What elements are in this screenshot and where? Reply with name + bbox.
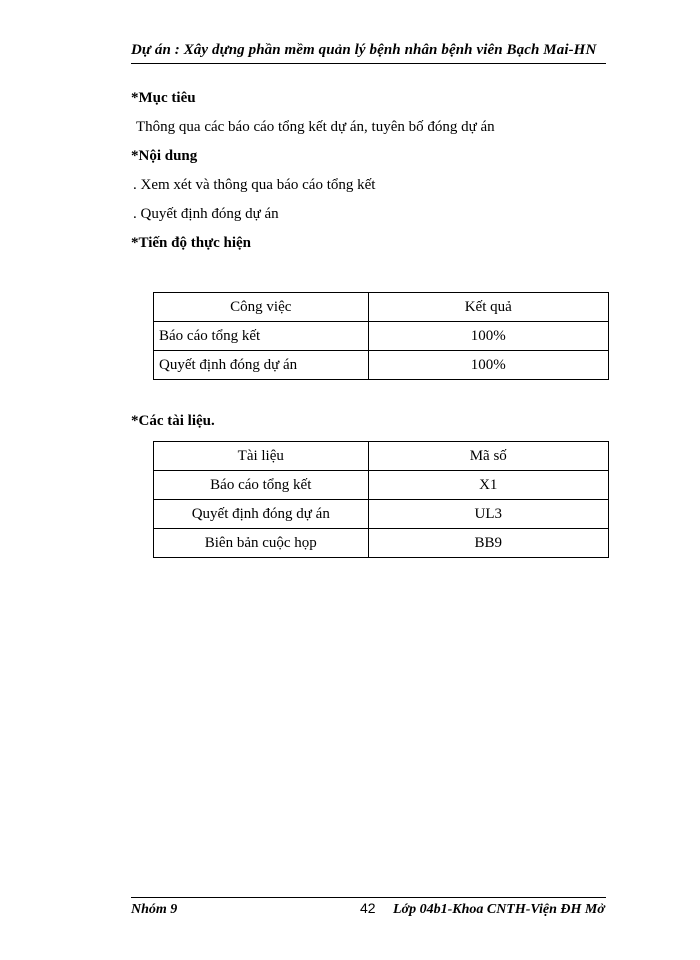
table-row (154, 529, 609, 558)
objective-heading: *Mục tiêu (131, 90, 196, 106)
table-cell: 100% (368, 351, 608, 380)
table-cell: UL3 (368, 500, 608, 529)
table-row (154, 322, 609, 351)
table-header-row (154, 293, 609, 322)
table-header-cell: Kết quả (368, 293, 608, 322)
content-item: . Quyết định đóng dự án (133, 206, 279, 222)
table-row (154, 500, 609, 529)
table-header-cell: Tài liệu (154, 442, 369, 471)
content-item: . Xem xét và thông qua báo cáo tổng kết (133, 177, 376, 193)
footer-group: Nhóm 9 (131, 902, 178, 917)
table-row (154, 471, 609, 500)
table-cell: X1 (368, 471, 608, 500)
progress-table (153, 292, 609, 380)
table-cell: Biên bản cuộc họp (154, 529, 369, 558)
footer-divider (131, 897, 606, 898)
table-cell: Quyết định đóng dự án (154, 500, 369, 529)
page-number: 42 (360, 900, 376, 916)
table-header-cell: Công việc (154, 293, 369, 322)
table-cell: Báo cáo tổng kết (154, 471, 369, 500)
table-header-cell: Mã số (368, 442, 608, 471)
table-cell: Báo cáo tổng kết (154, 322, 369, 351)
header-divider (131, 63, 606, 64)
table-header-row (154, 442, 609, 471)
table-row (154, 351, 609, 380)
documents-heading: *Các tài liệu. (131, 413, 215, 429)
table-cell: BB9 (368, 529, 608, 558)
page-header-title: Dự án : Xây dựng phần mềm quản lý bệnh nhân bệnh viên Bạch Mai-HN (131, 42, 597, 58)
progress-heading: *Tiến độ thực hiện (131, 235, 251, 251)
content-heading: *Nội dung (131, 148, 198, 164)
table-cell: 100% (368, 322, 608, 351)
footer-class-info: Lớp 04b1-Khoa CNTH-Viện ĐH Mở (393, 902, 605, 917)
table-cell: Quyết định đóng dự án (154, 351, 369, 380)
objective-text: Thông qua các báo cáo tổng kết dự án, tuyên bố đóng dự án (136, 119, 495, 135)
documents-table (153, 441, 609, 558)
